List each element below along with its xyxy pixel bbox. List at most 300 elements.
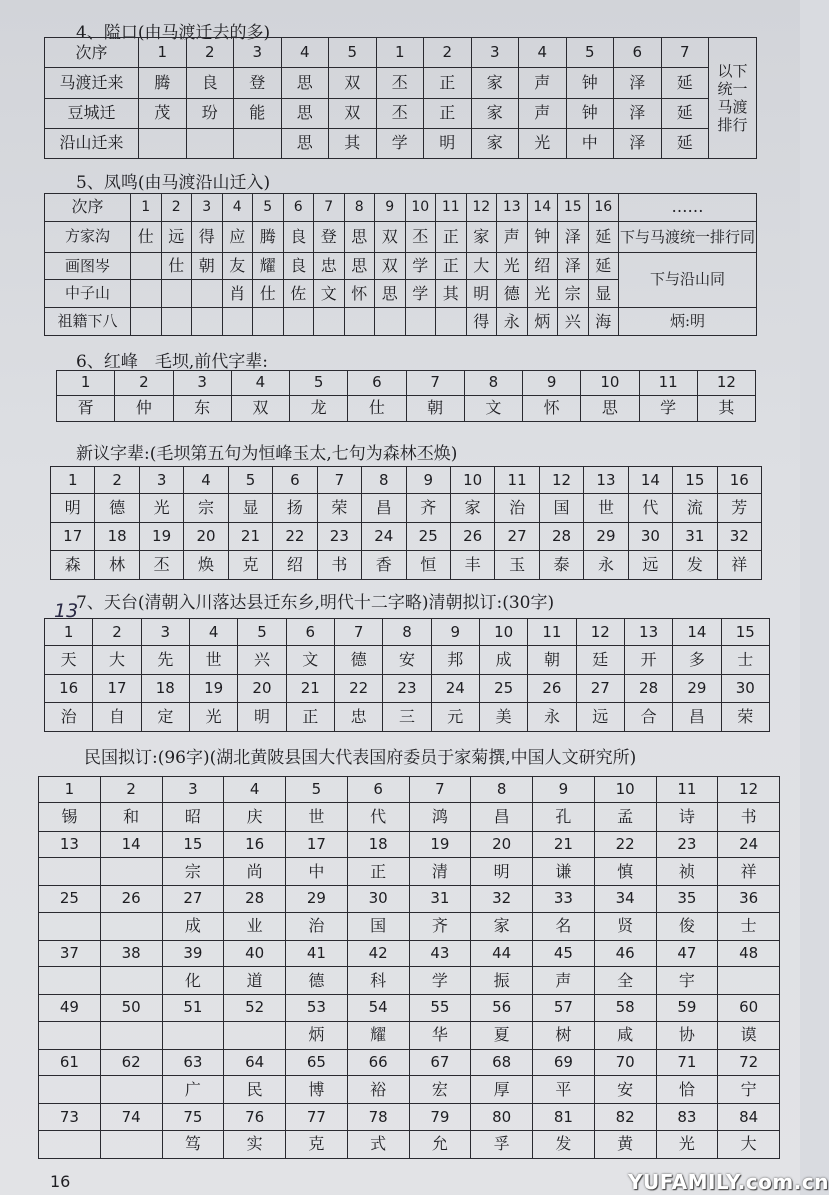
generation-char: 明: [238, 702, 286, 731]
generation-char: [100, 1076, 162, 1104]
order-number: 7: [406, 371, 464, 396]
order-number: 3: [139, 467, 183, 494]
generation-char: [186, 128, 234, 158]
header-note: ……: [619, 194, 757, 222]
generation-char: 延: [588, 252, 619, 280]
order-number: 10: [479, 619, 527, 646]
generation-char: 学: [376, 128, 424, 158]
order-number: 36: [718, 886, 780, 912]
order-number: 31: [409, 886, 471, 912]
generation-char: 黄: [594, 1130, 656, 1158]
number-row: [39, 886, 780, 912]
order-number: 64: [224, 1049, 286, 1075]
generation-char: 朝: [528, 646, 576, 675]
generation-char: 治: [286, 912, 348, 940]
generation-char: 三: [383, 702, 431, 731]
generation-char: [100, 1021, 162, 1049]
order-number: 9: [375, 194, 406, 222]
generation-char: 友: [222, 252, 253, 280]
generation-char: 多: [673, 646, 721, 675]
order-number: 43: [409, 940, 471, 966]
section8-table: [38, 776, 780, 1159]
generation-char: [161, 280, 192, 308]
order-number: 21: [228, 523, 272, 550]
order-number: 55: [409, 995, 471, 1021]
order-number: 14: [673, 619, 721, 646]
order-number: 18: [95, 523, 139, 550]
order-number: 30: [628, 523, 672, 550]
generation-char: 安: [383, 646, 431, 675]
order-number: 30: [347, 886, 409, 912]
generation-char: 钟: [527, 221, 558, 252]
order-number: 1: [39, 777, 101, 803]
generation-char: 国: [539, 494, 583, 523]
order-number: 46: [594, 940, 656, 966]
order-number: 25: [406, 523, 450, 550]
generation-char: 文: [464, 395, 522, 421]
order-number: 27: [576, 675, 624, 702]
order-number: 23: [656, 831, 718, 857]
generation-char: 良: [283, 252, 314, 280]
order-number: 58: [594, 995, 656, 1021]
order-number: 4: [519, 38, 567, 68]
side-note: 以下统一马渡排行: [709, 38, 757, 159]
char-row: [39, 1021, 780, 1049]
order-number: 60: [718, 995, 780, 1021]
generation-char: 仕: [348, 395, 406, 421]
generation-char: [100, 1130, 162, 1158]
order-number: 11: [436, 194, 467, 222]
order-number: 16: [224, 831, 286, 857]
order-number: 31: [673, 523, 717, 550]
generation-char: 家: [466, 221, 497, 252]
generation-char: 昭: [162, 803, 224, 831]
generation-char: 正: [424, 68, 472, 98]
generation-char: 声: [533, 967, 595, 995]
order-number: 5: [253, 194, 284, 222]
generation-char: 登: [234, 68, 282, 98]
order-number: 1: [139, 38, 187, 68]
generation-char: [224, 1021, 286, 1049]
order-number: 11: [639, 371, 697, 396]
order-number: 47: [656, 940, 718, 966]
order-number: 2: [424, 38, 472, 68]
table-row: [45, 252, 757, 280]
number-row: [39, 1049, 780, 1075]
order-number: 16: [717, 467, 761, 494]
row-label: 沿山迁来: [45, 128, 139, 158]
order-number: 16: [588, 194, 619, 222]
order-number: 20: [471, 831, 533, 857]
order-number: 32: [471, 886, 533, 912]
generation-char: 学: [405, 252, 436, 280]
generation-char: 忠: [314, 252, 345, 280]
order-number: 8: [362, 467, 406, 494]
generation-char: [39, 1021, 101, 1049]
order-number: 18: [141, 675, 189, 702]
generation-char: [222, 308, 253, 336]
generation-char: 孔: [533, 803, 595, 831]
generation-char: 德: [334, 646, 382, 675]
order-number: 28: [539, 523, 583, 550]
generation-char: 炳: [286, 1021, 348, 1049]
generation-char: 良: [186, 68, 234, 98]
generation-char: 永: [528, 702, 576, 731]
generation-char: 平: [533, 1076, 595, 1104]
order-number: 84: [718, 1104, 780, 1130]
generation-char: 延: [661, 128, 709, 158]
section4-table: [44, 37, 757, 159]
order-number: 24: [362, 523, 406, 550]
generation-char: 式: [347, 1130, 409, 1158]
generation-char: [314, 308, 345, 336]
order-number: 26: [100, 886, 162, 912]
generation-char: 宗: [558, 280, 589, 308]
generation-char: [39, 912, 101, 940]
generation-char: 合: [624, 702, 672, 731]
generation-char: 丰: [450, 550, 494, 579]
generation-char: 远: [576, 702, 624, 731]
order-number: 30: [721, 675, 769, 702]
order-number: 6: [283, 194, 314, 222]
generation-char: 树: [533, 1021, 595, 1049]
number-row: [39, 777, 780, 803]
generation-char: 扬: [273, 494, 317, 523]
generation-char: 声: [519, 68, 567, 98]
order-number: 8: [471, 777, 533, 803]
generation-char: 声: [519, 98, 567, 128]
generation-char: 文: [286, 646, 334, 675]
generation-char: 邦: [431, 646, 479, 675]
generation-char: 兴: [558, 308, 589, 336]
generation-char: 胥: [57, 395, 115, 421]
generation-char: 学: [639, 395, 697, 421]
generation-char: 宁: [718, 1076, 780, 1104]
order-number: 9: [533, 777, 595, 803]
generation-char: 中: [286, 858, 348, 886]
generation-char: 泽: [558, 221, 589, 252]
generation-char: 东: [173, 395, 231, 421]
header-label: 次序: [45, 194, 131, 222]
order-number: 10: [405, 194, 436, 222]
table-row: [45, 128, 757, 158]
generation-char: [131, 252, 162, 280]
header-row: [45, 194, 757, 222]
generation-char: 双: [329, 98, 377, 128]
generation-char: 光: [497, 252, 528, 280]
order-number: 15: [721, 619, 769, 646]
order-number: 53: [286, 995, 348, 1021]
order-number: 70: [594, 1049, 656, 1075]
order-number: 1: [376, 38, 424, 68]
order-number: 28: [624, 675, 672, 702]
order-number: 22: [273, 523, 317, 550]
order-number: 77: [286, 1104, 348, 1130]
order-number: 6: [273, 467, 317, 494]
generation-char: 泽: [614, 128, 662, 158]
order-number: 13: [584, 467, 628, 494]
order-number: 38: [100, 940, 162, 966]
char-row: [57, 395, 756, 421]
order-number: 78: [347, 1104, 409, 1130]
order-number: 39: [162, 940, 224, 966]
generation-char: 世: [584, 494, 628, 523]
generation-char: [234, 128, 282, 158]
order-number: 12: [539, 467, 583, 494]
generation-char: 延: [661, 98, 709, 128]
generation-char: 天: [45, 646, 93, 675]
generation-char: 泽: [614, 68, 662, 98]
order-number: 11: [656, 777, 718, 803]
order-number: 1: [45, 619, 93, 646]
generation-char: [161, 308, 192, 336]
number-row: [39, 995, 780, 1021]
order-number: 10: [594, 777, 656, 803]
order-number: 56: [471, 995, 533, 1021]
order-number: 5: [238, 619, 286, 646]
order-number: 29: [673, 675, 721, 702]
order-number: 62: [100, 1049, 162, 1075]
char-row: [39, 803, 780, 831]
order-number: 71: [656, 1049, 718, 1075]
section6-table: [56, 370, 756, 422]
section5-heading: 5、凤鸣(由马渡沿山迁入): [76, 173, 271, 193]
generation-char: 绍: [527, 252, 558, 280]
generation-char: 泽: [614, 98, 662, 128]
generation-char: 化: [162, 967, 224, 995]
order-number: 14: [628, 467, 672, 494]
order-number: 40: [224, 940, 286, 966]
generation-char: 焕: [184, 550, 228, 579]
table-row: [45, 98, 757, 128]
order-number: 1: [57, 371, 115, 396]
order-number: 51: [162, 995, 224, 1021]
generation-char: 应: [222, 221, 253, 252]
order-number: 12: [697, 371, 755, 396]
order-number: 13: [497, 194, 528, 222]
generation-char: 家: [450, 494, 494, 523]
generation-char: 腾: [253, 221, 284, 252]
generation-char: 思: [344, 221, 375, 252]
order-number: 5: [286, 777, 348, 803]
generation-char: 士: [718, 912, 780, 940]
generation-char: [39, 1130, 101, 1158]
order-number: 17: [51, 523, 95, 550]
generation-char: 腾: [139, 68, 187, 98]
order-number: 15: [558, 194, 589, 222]
order-number: 2: [95, 467, 139, 494]
generation-char: 尚: [224, 858, 286, 886]
generation-char: [39, 967, 101, 995]
generation-char: 其: [329, 128, 377, 158]
generation-char: 钟: [566, 68, 614, 98]
order-number: 9: [431, 619, 479, 646]
order-number: 7: [334, 619, 382, 646]
generation-char: 学: [409, 967, 471, 995]
char-row: [51, 494, 762, 523]
order-number: 8: [464, 371, 522, 396]
order-number: 68: [471, 1049, 533, 1075]
generation-char: 鸿: [409, 803, 471, 831]
order-number: 6: [614, 38, 662, 68]
order-number: 10: [450, 467, 494, 494]
generation-char: 宗: [162, 858, 224, 886]
order-number: 25: [39, 886, 101, 912]
generation-char: 锡: [39, 803, 101, 831]
order-number: 26: [528, 675, 576, 702]
generation-char: 博: [286, 1076, 348, 1104]
generation-char: 森: [51, 550, 95, 579]
generation-char: 永: [584, 550, 628, 579]
order-number: 22: [334, 675, 382, 702]
order-number: 1: [131, 194, 162, 222]
order-number: 10: [581, 371, 639, 396]
order-number: 79: [409, 1104, 471, 1130]
generation-char: [192, 308, 223, 336]
order-number: 23: [383, 675, 431, 702]
order-number: 7: [409, 777, 471, 803]
char-row: [45, 702, 770, 731]
generation-char: 明: [424, 128, 472, 158]
generation-char: 孟: [594, 803, 656, 831]
row-label: 画图岑: [45, 252, 131, 280]
generation-char: 怀: [344, 280, 375, 308]
generation-char: 思: [581, 395, 639, 421]
generation-char: 思: [344, 252, 375, 280]
generation-char: 广: [162, 1076, 224, 1104]
header-row: [45, 38, 757, 68]
generation-char: 明: [466, 280, 497, 308]
generation-char: 成: [479, 646, 527, 675]
number-row: [45, 619, 770, 646]
generation-char: 双: [329, 68, 377, 98]
header-label: 次序: [45, 38, 139, 68]
order-number: 22: [594, 831, 656, 857]
generation-char: 昌: [673, 702, 721, 731]
generation-char: 茂: [139, 98, 187, 128]
order-number: 15: [673, 467, 717, 494]
generation-char: 国: [347, 912, 409, 940]
generation-char: 俊: [656, 912, 718, 940]
generation-char: 宇: [656, 967, 718, 995]
number-row: [51, 523, 762, 550]
order-number: 18: [347, 831, 409, 857]
order-number: 2: [186, 38, 234, 68]
order-number: 7: [661, 38, 709, 68]
order-number: 72: [718, 1049, 780, 1075]
order-number: 17: [93, 675, 141, 702]
order-number: 82: [594, 1104, 656, 1130]
generation-char: 咸: [594, 1021, 656, 1049]
generation-char: 正: [436, 252, 467, 280]
order-number: 37: [39, 940, 101, 966]
generation-char: 正: [347, 858, 409, 886]
generation-char: [192, 280, 223, 308]
generation-char: 协: [656, 1021, 718, 1049]
order-number: 76: [224, 1104, 286, 1130]
generation-char: 显: [588, 280, 619, 308]
generation-char: [436, 308, 467, 336]
order-number: 57: [533, 995, 595, 1021]
generation-char: [100, 967, 162, 995]
generation-char: 厚: [471, 1076, 533, 1104]
order-number: 5: [329, 38, 377, 68]
order-number: 5: [290, 371, 348, 396]
order-number: 6: [286, 619, 334, 646]
number-row: [39, 1104, 780, 1130]
order-number: 44: [471, 940, 533, 966]
generation-char: 夏: [471, 1021, 533, 1049]
order-number: 12: [466, 194, 497, 222]
order-number: 65: [286, 1049, 348, 1075]
section6b-table: [50, 466, 762, 580]
order-number: 42: [347, 940, 409, 966]
order-number: 67: [409, 1049, 471, 1075]
generation-char: 允: [409, 1130, 471, 1158]
generation-char: 定: [141, 702, 189, 731]
generation-char: 实: [224, 1130, 286, 1158]
generation-char: 祥: [717, 550, 761, 579]
order-number: 48: [718, 940, 780, 966]
generation-char: 明: [471, 858, 533, 886]
generation-char: 华: [409, 1021, 471, 1049]
generation-char: 正: [436, 221, 467, 252]
order-number: 75: [162, 1104, 224, 1130]
row-note: 下与沿山同: [619, 252, 757, 307]
generation-char: 芳: [717, 494, 761, 523]
order-number: 4: [189, 619, 237, 646]
generation-char: 宗: [184, 494, 228, 523]
generation-char: 名: [533, 912, 595, 940]
generation-char: 书: [718, 803, 780, 831]
order-number: 73: [39, 1104, 101, 1130]
handwritten-mark: 13: [54, 600, 79, 622]
order-number: 24: [718, 831, 780, 857]
generation-char: 丕: [376, 98, 424, 128]
generation-char: 克: [286, 1130, 348, 1158]
order-number: 5: [566, 38, 614, 68]
generation-char: 发: [673, 550, 717, 579]
generation-char: 大: [718, 1130, 780, 1158]
generation-char: 学: [405, 280, 436, 308]
order-number: 2: [100, 777, 162, 803]
generation-char: 林: [95, 550, 139, 579]
generation-char: 登: [314, 221, 345, 252]
generation-char: 光: [527, 280, 558, 308]
order-number: 6: [348, 371, 406, 396]
generation-char: 治: [45, 702, 93, 731]
generation-char: [39, 858, 101, 886]
order-number: 81: [533, 1104, 595, 1130]
generation-char: 大: [466, 252, 497, 280]
order-number: 17: [286, 831, 348, 857]
generation-char: [718, 967, 780, 995]
generation-char: 慎: [594, 858, 656, 886]
generation-char: 声: [497, 221, 528, 252]
generation-char: [100, 912, 162, 940]
order-number: 74: [100, 1104, 162, 1130]
generation-char: 昌: [362, 494, 406, 523]
generation-char: 大: [93, 646, 141, 675]
order-number: 19: [409, 831, 471, 857]
generation-char: 克: [228, 550, 272, 579]
section6-heading: 6、红峰 毛坝,前代字辈:: [76, 352, 268, 372]
order-number: 3: [173, 371, 231, 396]
generation-char: 朝: [406, 395, 464, 421]
generation-char: 齐: [406, 494, 450, 523]
char-row: [39, 1076, 780, 1104]
order-number: 4: [184, 467, 228, 494]
